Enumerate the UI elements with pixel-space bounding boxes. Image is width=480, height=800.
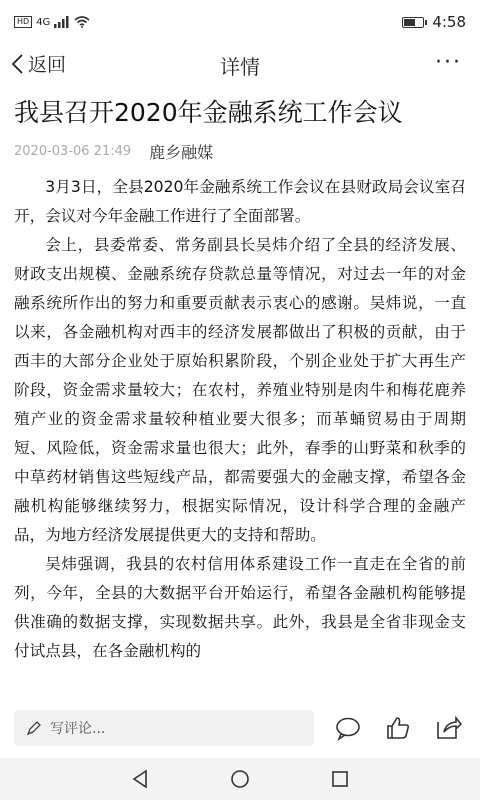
article-meta	[14, 140, 466, 163]
publish-date: 2020-03-06 21:49	[14, 144, 132, 159]
bottom-bar	[0, 700, 480, 758]
recents-square-icon[interactable]	[329, 768, 351, 790]
status-right	[402, 13, 466, 31]
wifi-icon	[74, 16, 90, 28]
back-triangle-icon[interactable]	[129, 768, 151, 790]
comment-placeholder: 写评论...	[50, 721, 106, 737]
paragraph: 吴炜强调，我县的农村信用体系建设工作一直走在全省的前列，今年，全县的大数据平台开始运行，希望各金融机构能够提供准确的数据支撑，实现数据共享。此外，我县是全省非现金支付试点县，在各金融机构的	[14, 555, 466, 660]
back-label: 返回	[28, 54, 67, 76]
page-title: 详情	[220, 54, 260, 79]
signal-icon	[54, 16, 70, 28]
paragraph: 会上，县委常委、常务副县长吴炜介绍了全县的经济发展、财政支出规模、金融系统存贷款总量等情况，对过去一年的对金融系统所作出的努力和重要贡献表示衷心的感谢。吴炜说，一直以来，各金融机构对西丰的经济发展都做出了积极的贡献，由于西丰的大部分企业处于原始积累阶段，个别企业处于扩大再生产阶段，资金需求量较大；在农村，养殖业特别是肉牛和梅花鹿养殖产业的资金需求量较种植业要大很多；而革蛹贸易由于周期短、风险低，资金需求量也很大；此外，春季的山野菜和秋季的中草药材销售这些短线产品，都需要强大的金融支撑，希望各金融机构能够继续努力，根据实际情况，设计科学合理的金融产品，为地方经济发展提供更大的支持和帮助。	[14, 236, 466, 544]
clock: 4:58	[432, 13, 466, 31]
article-body	[14, 173, 466, 666]
nav-bar	[0, 44, 480, 86]
more-icon[interactable]: ···	[435, 50, 462, 75]
like-icon[interactable]	[384, 714, 412, 742]
hd-badge: HD	[14, 16, 32, 28]
paragraph: 3月3日，全县2020年金融系统工作会议在县财政局会议室召开，会议对今年金融工作进行了全面部署。	[14, 178, 466, 225]
network-type: 4G	[36, 16, 51, 28]
pencil-icon	[26, 720, 42, 736]
comment-input[interactable]	[14, 710, 314, 746]
share-icon[interactable]	[434, 714, 462, 742]
chevron-left-icon	[10, 53, 24, 75]
status-bar	[0, 0, 480, 44]
comment-icon[interactable]	[334, 714, 362, 742]
home-circle-icon[interactable]	[229, 768, 251, 790]
back-button[interactable]	[10, 50, 66, 77]
article	[14, 88, 466, 666]
battery-icon	[402, 17, 424, 28]
article-title: 我县召开2020年金融系统工作会议	[14, 98, 403, 127]
article-source[interactable]: 鹿乡融媒	[149, 143, 214, 162]
system-nav-bar	[0, 758, 480, 800]
status-left	[14, 16, 90, 28]
